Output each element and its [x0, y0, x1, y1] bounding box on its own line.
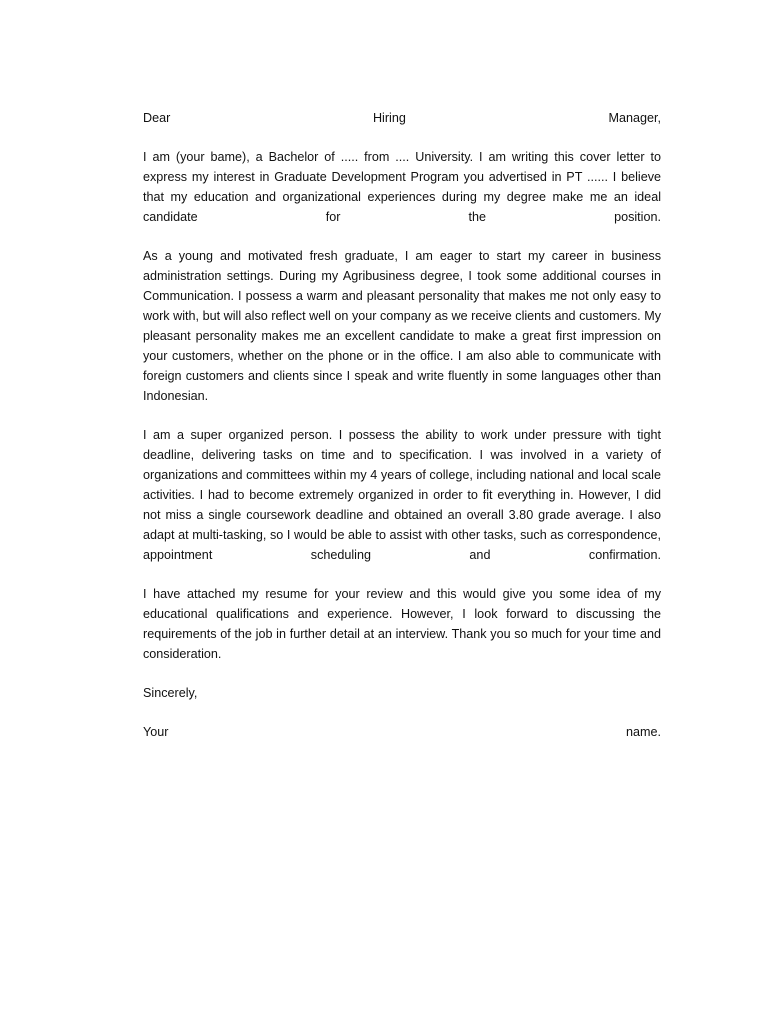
- salutation: Dear Hiring Manager,: [143, 111, 661, 125]
- closing: Sincerely,: [143, 686, 198, 700]
- paragraph-personality: As a young and motivated fresh graduate, I am eager to start my career in business administration settings. During my Agribusiness degree, I took some additional courses in Communication. I possess a warm and pleasant personality that makes me not only easy to work with, but will also reflect well on your company as we receive clients and customers. My pleasant personality makes me an excellent candidate to make a great first impression on your customers, whether on the phone or in the office. I am also able to communicate with foreign customers and clients since I speak and write fluently in some languages other than Indonesian.: [143, 249, 661, 403]
- paragraph-conclusion: I have attached my resume for your review and this would give you some idea of my educational qualifications and experience. However, I look forward to discussing the requirements of the job in further detail at an interview. Thank you so much for your time and consideration.: [143, 587, 661, 661]
- cover-letter: [143, 108, 661, 761]
- paragraph-organization: I am a super organized person. I possess the ability to work under pressure with tight deadline, delivering tasks on time and to specification. I was involved in a variety of organizations and committees within my 4 years of college, including national and local scale activities. I had to become extremely organized in order to fit everything in. However, I did not miss a single coursework deadline and obtained an overall 3.80 grade average. I also adapt at multi-tasking, so I would be able to assist with other tasks, such as correspondence, appointment scheduling and confirmation.: [143, 428, 661, 562]
- paragraph-introduction: I am (your bame), a Bachelor of ..... from .... University. I am writing this cover letter to express my interest in Graduate Development Program you advertised in PT ...... I believe that my education and organizational experiences during my degree make me an ideal candidate for the position.: [143, 150, 661, 224]
- signature: Your name.: [143, 725, 661, 739]
